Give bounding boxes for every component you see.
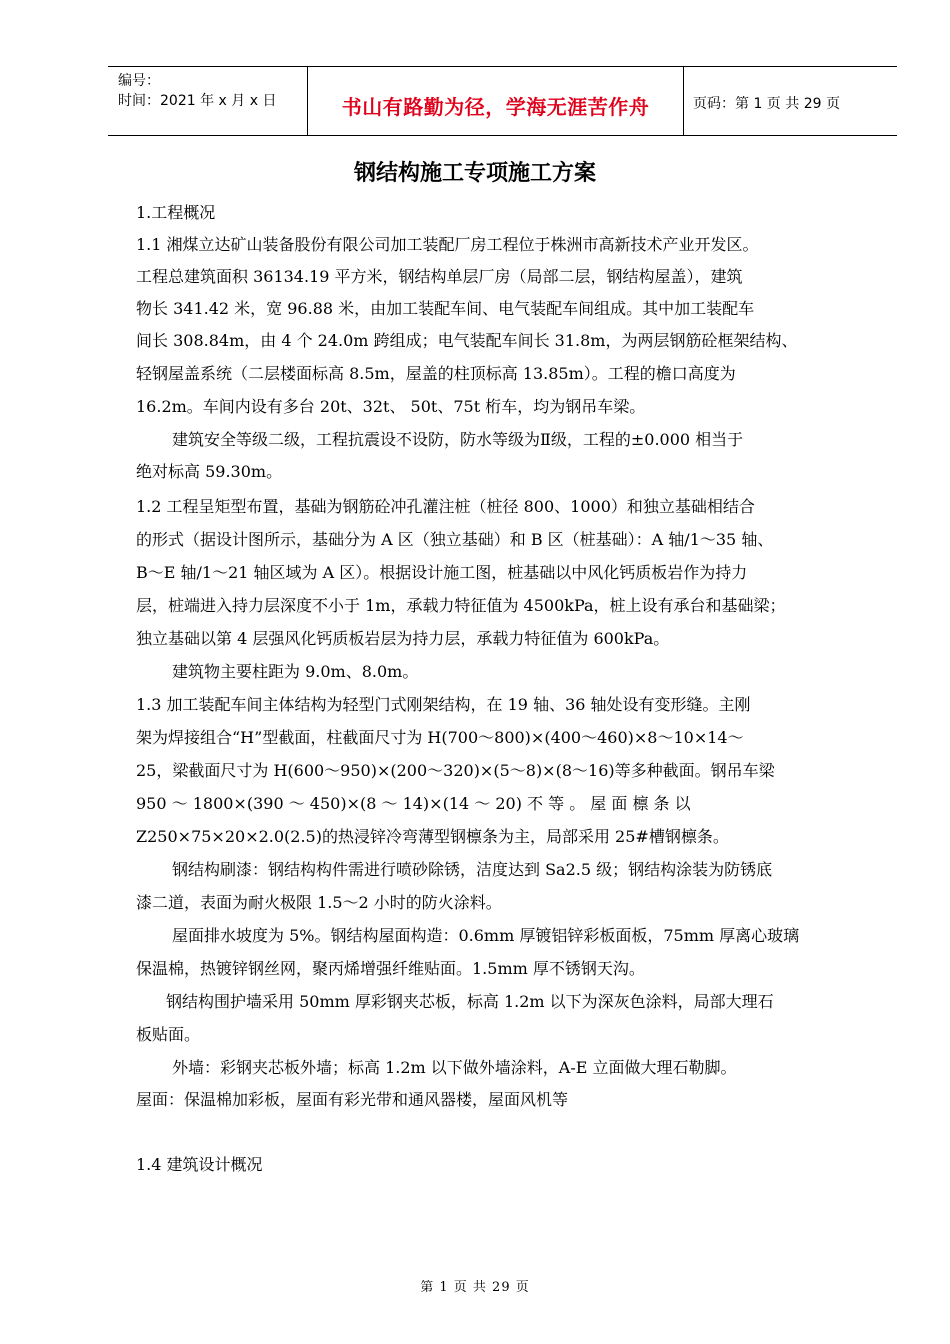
body-line: 建筑物主要柱距为 9.0m、8.0m。: [172, 662, 419, 681]
body-line: Z250×75×20×2.0(2.5)的热浸锌冷弯薄型钢檩条为主，局部采用 25#槽钢檩条。: [136, 827, 729, 846]
body-line: 绝对标高 59.30m。: [136, 462, 283, 481]
body-line: 屋面排水坡度为 5%。钢结构屋面构造：0.6mm 厚镀铝锌彩板面板，75mm 厚离心玻璃: [172, 926, 800, 945]
header-left-cell: [108, 67, 307, 135]
body-line: 架为焊接组合“H”型截面，柱截面尺寸为 H(700～800)×(400～460)×8～10×14～: [136, 728, 744, 747]
body-line: 漆二道，表面为耐火极限 1.5～2 小时的防火涂料。: [136, 893, 502, 912]
body-line: 16.2m。车间内设有多台 20t、32t、 50t、75t 桁车，均为钢吊车梁。: [136, 397, 646, 416]
body-line: 独立基础以第 4 层强风化钙质板岩层为持力层，承载力特征值为 600kPa。: [136, 629, 670, 648]
body-line: 1.1 湘煤立达矿山装备股份有限公司加工装配厂房工程位于株洲市高新技术产业开发区。: [136, 235, 759, 254]
body-line: 1.3 加工装配车间主体结构为轻型门式刚架结构，在 19 轴、36 轴处设有变形缝。主刚: [136, 695, 751, 714]
document-title: 钢结构施工专项施工方案: [353, 161, 596, 186]
section-heading: 1.4 建筑设计概况: [136, 1155, 263, 1174]
time-label: 时间：2021 年 x 月 x 日: [118, 93, 277, 109]
page-footer: 第 1 页 共 29 页: [420, 1280, 530, 1295]
body-line: 钢结构刷漆：钢结构构件需进行喷砂除锈，洁度达到 Sa2.5 级；钢结构涂装为防锈底: [172, 860, 773, 879]
body-line: 保温棉，热镀锌钢丝网，聚丙烯增强纤维贴面。1.5mm 厚不锈钢天沟。: [136, 959, 645, 978]
body-line: 25，梁截面尺寸为 H(600～950)×(200～320)×(5～8)×(8～16)等多种截面。钢吊车梁: [136, 761, 775, 780]
body-line: 屋面：保温棉加彩板，屋面有彩光带和通风器楼，屋面风机等: [136, 1090, 569, 1109]
number-label: 编号：: [118, 73, 160, 89]
body-line: 物长 341.42 米，宽 96.88 米，由加工装配车间、电气装配车间组成。其中加工装配车: [136, 299, 755, 318]
body-line: 钢结构围护墙采用 50mm 厚彩钢夹芯板，标高 1.2m 以下为深灰色涂料，局部大理石: [166, 992, 774, 1011]
body-line: 间长 308.84m，由 4 个 24.0m 跨组成；电气装配车间长 31.8m，为两层钢筋砼框架结构、: [136, 331, 798, 350]
body-line: 轻钢屋盖系统（二层楼面标高 8.5m，屋盖的柱顶标高 13.85m）。工程的檐口高度为: [136, 364, 736, 383]
body-line: 的形式（据设计图所示，基础分为 A 区（独立基础）和 B 区（桩基础）：A 轴/1～35 轴、: [136, 530, 774, 549]
header-page-cell: [683, 67, 897, 135]
motto-text: 书山有路勤为径，学海无涯苦作舟: [341, 95, 650, 119]
body-line: 建筑安全等级二级，工程抗震设不设防，防水等级为Ⅱ级，工程的±0.000 相当于: [172, 430, 744, 449]
body-line: 950 ～ 1800×(390 ～ 450)×(8 ～ 14)×(14 ～ 20) 不 等 。 屋 面 檩 条 以: [136, 794, 691, 813]
body-line: 工程总建筑面积 36134.19 平方米，钢结构单层厂房（局部二层，钢结构屋盖），建筑: [136, 267, 743, 286]
body-line: 板贴面。: [136, 1025, 201, 1044]
body-line: B～E 轴/1～21 轴区域为 A 区）。根据设计施工图，桩基础以中风化钙质板岩作为持力: [136, 563, 748, 582]
page-info: 页码：第 1 页 共 29 页: [693, 96, 840, 112]
body-line: 层，桩端进入持力层深度不小于 1m，承载力特征值为 4500kPa，桩上设有承台和基础梁；: [136, 596, 786, 615]
header-motto-cell: [307, 67, 684, 135]
header-table: [108, 66, 897, 136]
body-line: 1.工程概况: [136, 203, 216, 222]
body-line: 1.2 工程呈矩型布置，基础为钢筋砼冲孔灌注桩（桩径 800、1000）和独立基础相结合: [136, 497, 755, 516]
body-line: 外墙：彩钢夹芯板外墙；标高 1.2m 以下做外墙涂料，A-E 立面做大理石勒脚。: [172, 1058, 737, 1077]
